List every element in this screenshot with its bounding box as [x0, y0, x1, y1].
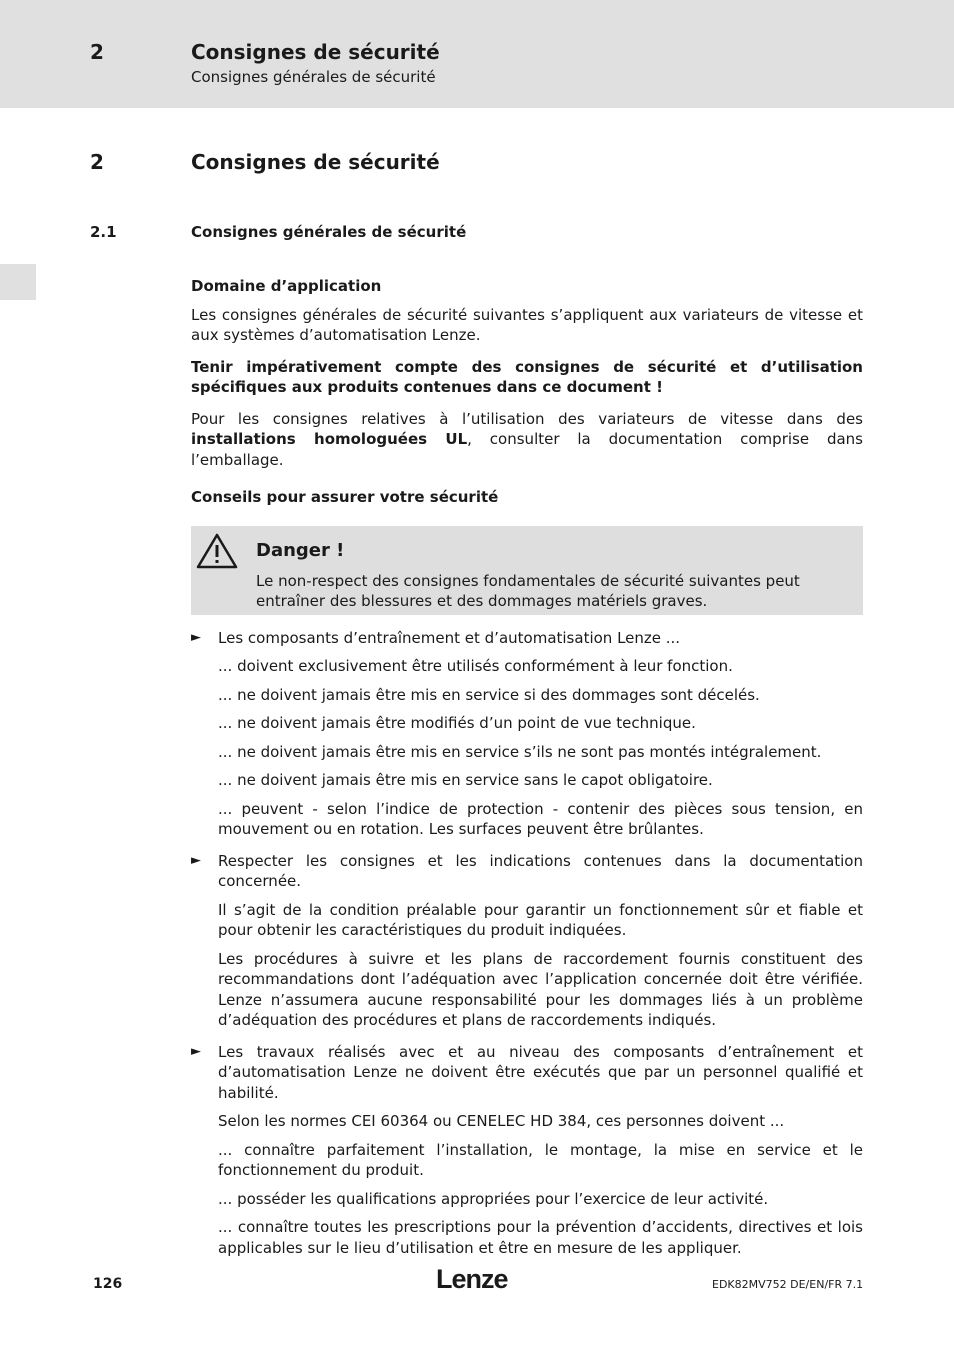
bullet-line: Selon les normes CEI 60364 ou CENELEC HD 384, ces personnes doivent ...	[218, 1112, 785, 1130]
bullet-item	[191, 1042, 863, 1104]
bullet-line: ... ne doivent jamais être mis en service s’ils ne sont pas montés intégralement.	[218, 742, 822, 761]
header-band	[0, 0, 954, 108]
document-id: EDK82MV752 DE/EN/FR 7.1	[712, 1278, 864, 1291]
bullet-line: Les procédures à suivre et les plans de raccordement fournis constituent des recommandations dont l’adéquation avec l’application concernée doit être vérifiée. Lenze n’assumera aucune responsabilité pour les dommages liés à un problème d’adéquation des procédures et plans de raccordements indiqués.	[218, 949, 863, 1029]
bullet-lead: Respecter les consignes et les indications contenues dans la documentation concernée.	[218, 851, 863, 890]
heading1-title: Consignes de sécurité	[191, 150, 440, 174]
scope-bold-paragraph: Tenir impérativement compte des consignes de sécurité et d’utilisation spécifiques aux produits contenues dans ce document !	[191, 357, 863, 396]
bullet-line: ... connaître toutes les prescriptions pour la prévention d’accidents, directives et lois applicables sur le lieu d’utilisation et être en mesure de les appliquer.	[218, 1218, 863, 1257]
heading2-title: Consignes générales de sécurité	[191, 223, 467, 241]
advice-title: Conseils pour assurer votre sécurité	[191, 488, 499, 506]
bullet-line: ... ne doivent jamais être mis en service si des dommages sont décelés.	[218, 685, 760, 704]
page-number: 126	[93, 1276, 123, 1292]
bullet-arrow-icon: ►	[191, 852, 201, 868]
scope-ul-paragraph: Pour les consignes relatives à l’utilisation des variateurs de vitesse dans des installations homologuées UL, consulter la documentation comprise dans l’emballage.	[191, 409, 863, 469]
lenze-logo: Lenze	[436, 1264, 508, 1294]
warning-triangle-icon	[196, 533, 238, 569]
danger-title: Danger !	[256, 539, 345, 561]
danger-text: Le non-respect des consignes fondamentales de sécurité suivantes peut entraîner des blessures et des dommages matériels graves.	[256, 571, 800, 610]
bullet-line: ... peuvent - selon l’indice de protection - contenir des pièces sous tension, en mouvement ou en rotation. Les surfaces peuvent être brûlantes.	[218, 799, 863, 838]
scope-title: Domaine d’application	[191, 277, 382, 295]
bullet-line: ... ne doivent jamais être mis en service sans le capot obligatoire.	[218, 771, 713, 789]
bullet-arrow-icon: ►	[191, 1043, 201, 1059]
side-tab-marker	[0, 264, 36, 300]
bullet-lead: Les composants d’entraînement et d’automatisation Lenze ...	[218, 628, 681, 647]
header-chapter-number: 2	[90, 40, 104, 64]
bullet-line: Il s’agit de la condition préalable pour garantir un fonctionnement sûr et fiable et pour obtenir les caractéristiques du produit indiquées.	[218, 900, 863, 939]
bullet-arrow-icon: ►	[191, 629, 201, 645]
danger-box	[191, 526, 863, 615]
bullet-line: ... doivent exclusivement être utilisés conformément à leur fonction.	[218, 657, 733, 675]
header-chapter-title: Consignes de sécurité	[191, 40, 440, 64]
bullet-lead: Les travaux réalisés avec et au niveau des composants d’entraînement et d’automatisation Lenze ne doivent être exécutés que par un personnel qualifié et habilité.	[218, 1042, 863, 1102]
main-content	[191, 276, 863, 1258]
bullet-item	[191, 851, 863, 892]
bullet-line: ... ne doivent jamais être modifiés d’un point de vue technique.	[218, 714, 696, 732]
bullet-line: ... posséder les qualifications appropriées pour l’exercice de leur activité.	[218, 1189, 769, 1208]
header-section-title: Consignes générales de sécurité	[191, 68, 436, 86]
bullet-item	[191, 628, 863, 649]
ul-emphasis: installations homologuées UL	[191, 430, 468, 448]
heading2-number: 2.1	[90, 223, 117, 241]
scope-paragraph: Les consignes générales de sécurité suivantes s’appliquent aux variateurs de vitesse et aux systèmes d’automatisation Lenze.	[191, 305, 863, 344]
bullet-line: ... connaître parfaitement l’installation, le montage, la mise en service et le fonctionnement du produit.	[218, 1140, 863, 1179]
heading1-number: 2	[90, 150, 104, 174]
